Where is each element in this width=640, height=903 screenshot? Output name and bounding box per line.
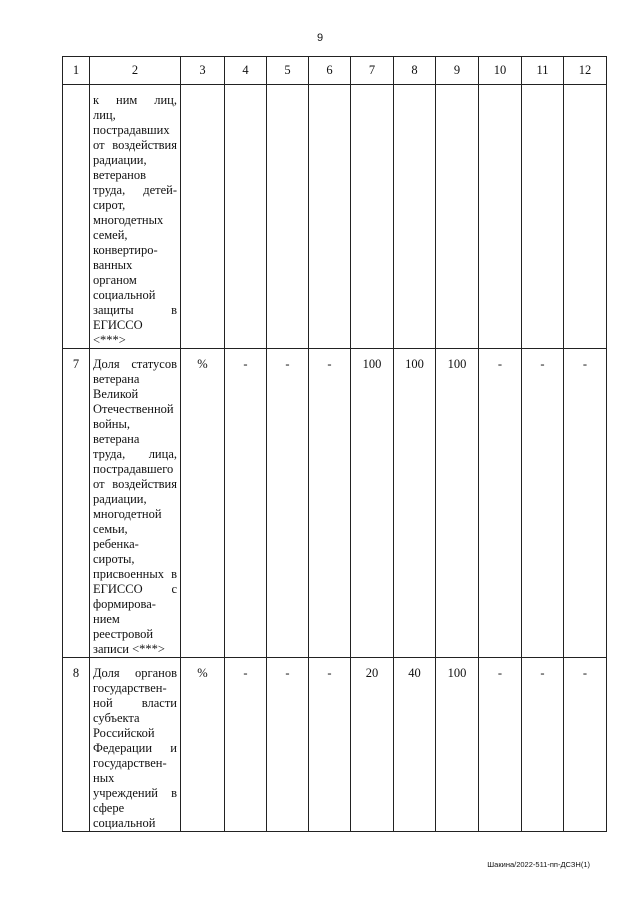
description-line: ветерана	[93, 432, 140, 446]
description-line: от воздействия	[93, 477, 177, 491]
document-footer-code: Шакина/2022-511-пп-ДСЗН(1)	[487, 860, 590, 869]
value-cell	[351, 85, 394, 349]
description-line: семей,	[93, 228, 128, 242]
description-line: труда, лица,	[93, 447, 177, 461]
value-cell	[267, 85, 309, 349]
value-cell: -	[564, 658, 607, 832]
column-header: 2	[90, 57, 181, 85]
value-cell: -	[309, 349, 351, 658]
description-line: ЕГИССО	[93, 318, 143, 332]
column-header: 7	[351, 57, 394, 85]
description-line: радиации,	[93, 492, 147, 506]
description-line: ных	[93, 771, 115, 785]
page-number: 9	[316, 32, 324, 44]
column-header: 1	[63, 57, 90, 85]
description-line: Великой	[93, 387, 139, 401]
description-line: Отечественной	[93, 402, 174, 416]
description-line: субъекта	[93, 711, 140, 725]
description-line: ной власти	[93, 696, 177, 710]
description-line: учреждений в	[93, 786, 177, 800]
description-line: пострадавшего	[93, 462, 174, 476]
column-header: 8	[394, 57, 436, 85]
indicator-table	[62, 56, 607, 832]
value-cell: -	[309, 658, 351, 832]
description-line: лиц,	[93, 108, 116, 122]
description-line: органом	[93, 273, 137, 287]
description-line: <***>	[93, 333, 126, 347]
description-line: Доля органов	[93, 666, 177, 680]
indicator-description-cell	[90, 658, 181, 832]
row-number-cell: 8	[63, 658, 90, 832]
description-line: ребенка-	[93, 537, 139, 551]
indicator-description-cell	[90, 85, 181, 349]
description-line: ветеранов	[93, 168, 147, 182]
description-line: к ним лиц,	[93, 93, 177, 107]
description-line: конвертиро-	[93, 243, 158, 257]
header-row	[63, 57, 607, 85]
value-cell: 40	[394, 658, 436, 832]
description-line: защиты в	[93, 303, 177, 317]
column-header: 11	[522, 57, 564, 85]
description-line: ванных	[93, 258, 133, 272]
description-line: социальной	[93, 816, 156, 830]
row-number-cell	[63, 85, 90, 349]
value-cell: -	[479, 349, 522, 658]
value-cell	[522, 85, 564, 349]
value-cell: 100	[436, 349, 479, 658]
description-line: Доля статусов	[93, 357, 177, 371]
description-line: многодетной	[93, 507, 162, 521]
value-cell	[181, 85, 225, 349]
value-cell: 20	[351, 658, 394, 832]
description-line: государствен-	[93, 681, 167, 695]
value-cell: -	[225, 658, 267, 832]
value-cell: -	[267, 658, 309, 832]
description-line: сирот,	[93, 198, 126, 212]
column-header: 9	[436, 57, 479, 85]
value-cell: -	[522, 349, 564, 658]
description-line: нием	[93, 612, 120, 626]
value-cell: -	[522, 658, 564, 832]
description-line: труда, детей-	[93, 183, 177, 197]
value-cell: 100	[436, 658, 479, 832]
column-header: 4	[225, 57, 267, 85]
description-line: государствен-	[93, 756, 167, 770]
description-line: семьи,	[93, 522, 128, 536]
value-cell: -	[267, 349, 309, 658]
row-number-cell: 7	[63, 349, 90, 658]
value-cell	[436, 85, 479, 349]
description-line: радиации,	[93, 153, 147, 167]
description-line: сфере	[93, 801, 125, 815]
description-line: реестровой	[93, 627, 154, 641]
value-cell: 100	[394, 349, 436, 658]
column-header: 6	[309, 57, 351, 85]
value-cell	[394, 85, 436, 349]
value-cell	[225, 85, 267, 349]
description-line: от воздействия	[93, 138, 177, 152]
value-cell: -	[479, 658, 522, 832]
description-line: сироты,	[93, 552, 135, 566]
table-row	[63, 85, 607, 349]
indicator-description-cell	[90, 349, 181, 658]
value-cell	[564, 85, 607, 349]
value-cell	[479, 85, 522, 349]
description-line: многодетных	[93, 213, 164, 227]
value-cell	[309, 85, 351, 349]
value-cell: 100	[351, 349, 394, 658]
column-header: 12	[564, 57, 607, 85]
description-line: ветерана	[93, 372, 140, 386]
value-cell: %	[181, 349, 225, 658]
description-line: социальной	[93, 288, 156, 302]
column-header: 10	[479, 57, 522, 85]
description-line: Федерации и	[93, 741, 177, 755]
description-line: войны,	[93, 417, 130, 431]
description-line: ЕГИССО с	[93, 582, 177, 596]
value-cell: -	[564, 349, 607, 658]
description-line: формирова-	[93, 597, 156, 611]
description-line: записи <***>	[93, 642, 165, 656]
column-header: 5	[267, 57, 309, 85]
description-line: присвоенных в	[93, 567, 177, 581]
column-header: 3	[181, 57, 225, 85]
description-line: Российской	[93, 726, 155, 740]
table-row	[63, 658, 607, 832]
value-cell: %	[181, 658, 225, 832]
value-cell: -	[225, 349, 267, 658]
description-line: пострадавших	[93, 123, 170, 137]
table-row	[63, 349, 607, 658]
